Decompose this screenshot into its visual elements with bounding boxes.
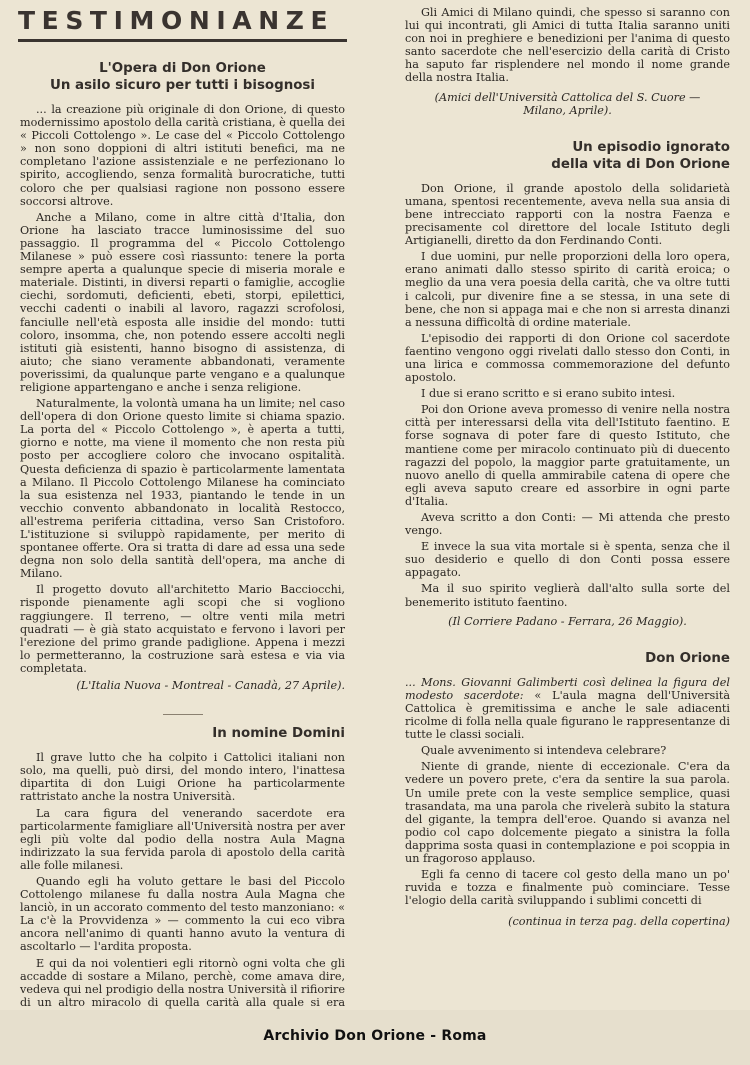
article-source (405, 91, 730, 117)
paragraph: La cara figura del venerando sacerdote era particolarmente famigliare all'Università nostra per aver egli più volte dal podio della nostra Aula Magna indirizzato la sua fervida parola di apostolo della carità alle folle milanesi. (20, 806, 345, 872)
quote-start: « L'aula magna dell'Università Cattolica è gremitissima e anche le sale adiacenti ricolme di folla nella quale figurano le rappresentanze di tutte le classi sociali. (405, 688, 730, 742)
title-line: Un asilo sicuro per tutti i bisognosi (49, 78, 315, 93)
divider (163, 714, 203, 715)
paragraph: Niente di grande, niente di eccezionale. C'era da vedere un povero prete, c'era da sentire la sua parola. Un umile prete con la veste semplice semplice, quasi trasandata, ma una parola che rivelerà subito la statura del gigante, la tempra dell'eroe. Quando si avanza nel podio col capo dolcemente piegato a sinistra la folla dapprima sosta quasi in contemplazione e poi scoppia in un fragoroso applauso. (405, 760, 730, 865)
paragraph: I due uomini, pur nelle proporzioni della loro opera, erano animati dallo stesso spirito di carità eroica; o meglio da una vera poesia della carità, che va oltre tutti i calcoli, pur divenire fine a se stessa, in una sete di bene, che non si appaga mai e che non si arresta dinanzi a nessuna difficoltà di ordine materiale. (405, 250, 730, 329)
paragraph: Il grave lutto che ha colpito i Cattolici italiani non solo, ma quelli, può dirsi, del mondo intero, l'inattesa dipartita di don Luigi Orione ha particolarmente rattristato anche la nostra Università. (20, 751, 345, 804)
article-title (20, 725, 345, 742)
paragraph: Don Orione, il grande apostolo della solidarietà umana, spentosi recentemente, aveva nella sua ansia di bene intrecciato rapporti con la nostra Faenza e precisamente col direttore del locale Istituto degli Artigianelli, diretto da don Ferdinando Conti. (405, 181, 730, 248)
article-title (20, 60, 345, 94)
right-column (405, 6, 730, 931)
paragraph: L'episodio dei rapporti di don Orione col sacerdote faentino vengono oggi rivelati dallo stesso don Conti, in una lirica e commossa commemorazione del defunto apostolo. (405, 331, 730, 385)
paragraph: Egli fa cenno di tacere col gesto della mano un po' ruvida e tozza e finalmente può cominciare. Tesse l'elogio della carità sviluppando i sublimi concetti di (405, 868, 730, 908)
title-line: Un episodio ignorato (572, 139, 730, 155)
continued-note: (continua in terza pag. della copertina) (508, 915, 730, 929)
paragraph: I due si erano scritto e si erano subito intesi. (421, 387, 676, 401)
paragraph: Aveva scritto a don Conti: — Mi attenda che presto vengo. (405, 511, 730, 538)
intro-italic: ... Mons. Giovanni Galimberti così delinea la figura del modesto sacerdote: (405, 675, 730, 702)
paragraph: E invece la sua vita mortale si è spenta, senza che il suo desiderio e quello di don Conti possa essere appagato. (405, 540, 730, 580)
paragraph: Quale avvenimento si intendeva celebrare? (421, 744, 667, 758)
title-line: L'Opera di Don Orione (99, 61, 266, 76)
paragraph: Il progetto dovuto all'architetto Mario Bacciocchi, risponde pienamente agli scopi che si vogliono raggiungere. Il terreno, — oltre venti mila metri quadrati — è già stato acquistato e fervono i lavori per l'erezione del primo grande padiglione. Appena i mezzi lo permetteranno, la costruzione sarà estesa e via via completata. (20, 583, 345, 675)
article-source: (L'Italia Nuova - Montreal - Canadà, 27 Aprile). (76, 679, 345, 693)
title-line: della vita di Don Orione (551, 156, 730, 172)
article-title (405, 139, 730, 173)
paragraph: Anche a Milano, come in altre città d'Italia, don Orione ha lasciato tracce luminosissime del suo passaggio. Il programma del « Piccolo Cottolengo Milanese » può essere così riassunto: tenere la porta sempre aperta a qualunque specie di miseria morale e materiale. Distinti, in diversi reparti o famiglie, accoglie ciechi, sordomuti, deficienti, ebeti, storpi, epilettici, vecchi cadenti o inabili al lavoro, ragazzi scrofolosi, fanciulle nell'età esposta alle insidie del mondo: tutti coloro, insomma, che, non potendo essere accolti negli istituti già esistenti, hanno bisogno di assistenza, di aiuto; che siano veramente abbandonati, veramente poverissimi, da qualunque parte vengano e a qualunque religione appartengano e anche i senza religione. (20, 210, 345, 394)
left-column (20, 6, 345, 1025)
paragraph: Naturalmente, la volontà umana ha un limite; nel caso dell'opera di don Orione questo limite si chiama spazio. La porta del « Piccolo Cottolengo », è aperta a tutti, giorno e notte, ma viene il momento che non resta più posto per accogliere coloro che invocano ospitalità. Questa deficienza di spazio è particolarmente lamentata a Milano. Il Piccolo Cottolengo Milanese ha cominciato la sua esistenza nel 1933, piantando le tende in un vecchio convento abbandonato in località Restocco, all'estrema periferia cittadina, verso San Cristoforo. L'istituzione si sviluppò rapidamente, per merito di spontanee offerte. Ora si tratta di dare ad essa una sede degna non solo della santità dell'opera, ma anche di Milano. (20, 397, 345, 581)
paragraph: Poi don Orione aveva promesso di venire nella nostra città per interessarsi della vita dell'Istituto faentino. E forse sognava di poter fare di questo Istituto, che mantiene come per miracolo continuato più di duecento ragazzi del popolo, la maggior parte gratuitamente, un nuovo anello di quella ammirabile catena di opere che egli aveva saputo creare ed assorbire in ogni parte d'Italia. (405, 403, 730, 508)
archive-caption: Archivio Don Orione - Roma (263, 1028, 487, 1044)
masthead-title: TESTIMONIANZE (18, 6, 335, 35)
title-line: In nomine Domini (212, 726, 345, 742)
article-source: (Il Corriere Padano - Ferrara, 26 Maggio). (448, 614, 687, 628)
title-line: Don Orione (645, 650, 730, 666)
paragraph: Gli Amici di Milano quindi, che spesso si saranno con lui qui incontrati, gli Amici di tutta Italia saranno uniti con noi in preghiere e benedizioni per l'anima di questo santo sacerdote che nell'esercizio della carità di Cristo ha saputo far risplendere nel mondo il nome grande della nostra Italia. (405, 6, 730, 85)
paragraph: Quando egli ha voluto gettare le basi del Piccolo Cottolengo milanese fu dalla nostra Aula Magna che lanciò, in un accorato commento del testo manzoniano: « La c'è la Provvidenza » — commento la cui eco vibra ancora nell'animo di quanti hanno avuto la ventura di ascoltarlo — l'ardita proposta. (20, 874, 345, 954)
paragraph: ... la creazione più originale di don Orione, di questo modernissimo apostolo della carità cristiana, è quella dei « Piccoli Cottolengo ». Le case del « Piccolo Cottolengo » non sono doppioni di altri istituti benefici, ma ne completano l'azione assistenziale e ne perfezionano lo spirito, accogliendo, senza formalità burocratiche, tutti coloro che per qualsiasi ragione non possono essere soccorsi altrove. (20, 103, 345, 208)
article-title (405, 650, 730, 667)
source-line: Milano, Aprile). (523, 103, 612, 117)
masthead-rule (18, 39, 347, 42)
paragraph: E qui da noi volentieri egli ritornò ogni volta che gli accadde di sostare a Milano, perchè, come amava dire, vedeva qui nel prodigio della nostra Università il rifiorire di un altro miracolo di quella carità alla quale si era (20, 956, 345, 1009)
paragraph: Ma il suo spirito veglierà dall'alto sulla sorte del benemerito istituto faentino. (405, 582, 730, 609)
paragraph (405, 676, 730, 741)
source-line: (Amici dell'Università Cattolica del S. Cuore — (434, 90, 701, 104)
